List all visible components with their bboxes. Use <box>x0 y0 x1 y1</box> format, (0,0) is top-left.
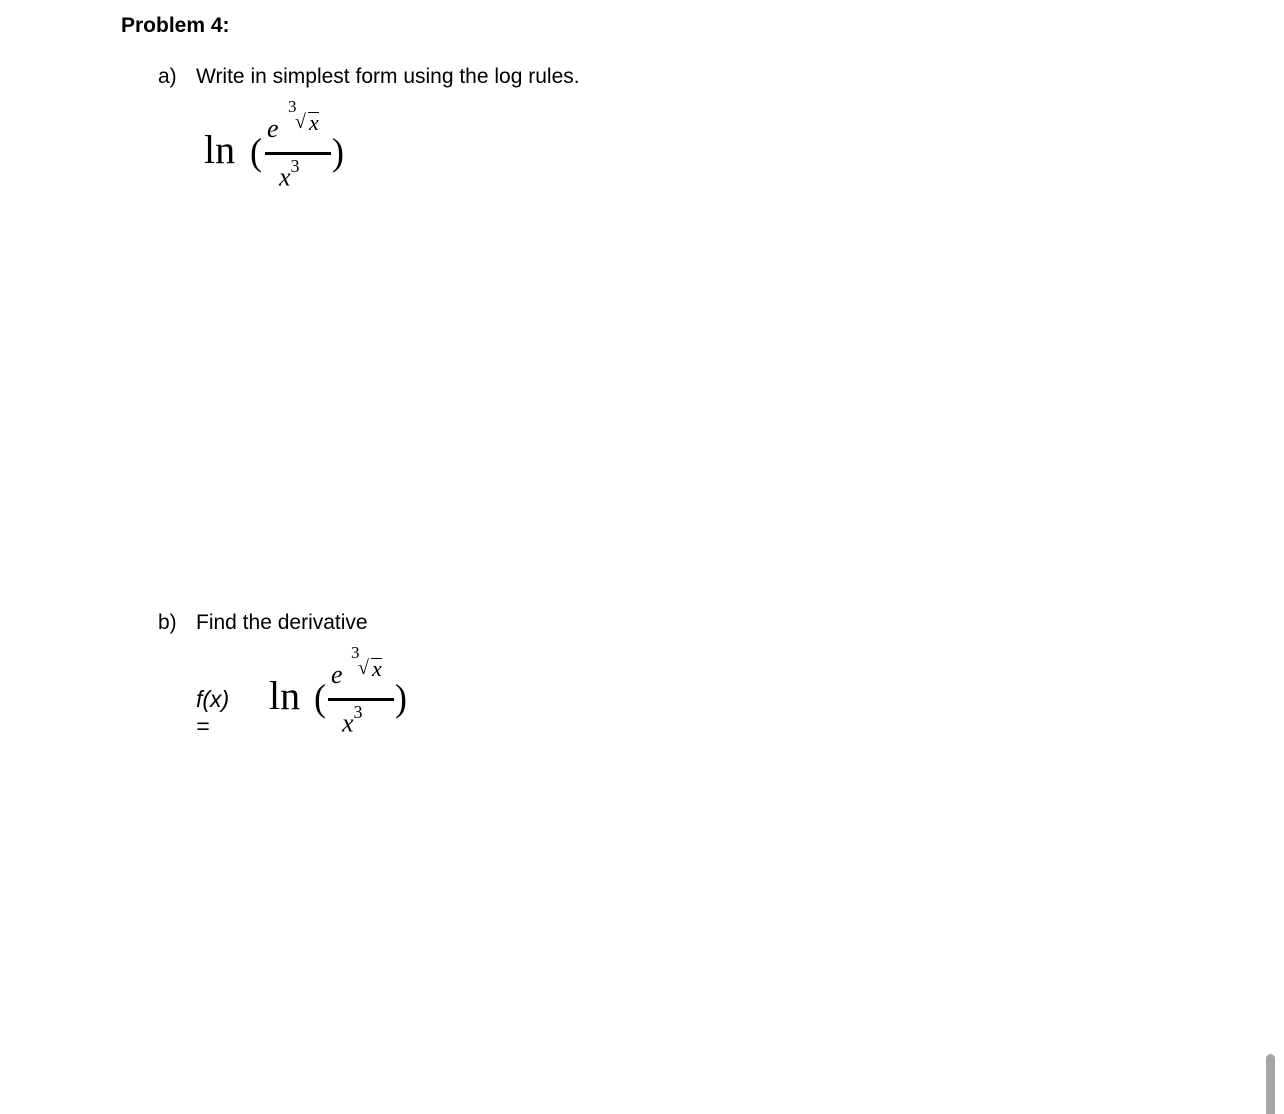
part-a-label: a) <box>158 65 177 88</box>
root-symbol: √ <box>358 657 369 679</box>
root-index: 3 <box>288 97 297 116</box>
vertical-scrollbar-thumb[interactable] <box>1266 1054 1275 1114</box>
radicand-x: x <box>372 656 382 681</box>
part-a-instruction-row <box>158 65 580 89</box>
ln-function: ln <box>269 673 301 718</box>
fraction-bar <box>328 698 394 701</box>
close-paren: ) <box>395 677 407 719</box>
ln-function: ln <box>204 127 236 172</box>
fx-prefix: f(x) = <box>196 686 230 739</box>
radicand-x: x <box>309 110 319 135</box>
part-b-label: b) <box>158 611 177 634</box>
part-b-instruction-row <box>158 611 368 635</box>
part-a-instruction: Write in simplest form using the log rules. <box>196 65 580 88</box>
denominator: $x^3$ <box>279 156 300 192</box>
numerator-base-e: e <box>267 114 279 143</box>
root-index: 3 <box>351 643 360 662</box>
denominator: $x^3$ <box>342 702 363 738</box>
fraction-bar <box>265 152 331 155</box>
open-paren: ( <box>250 131 262 173</box>
numerator-base-e: e <box>331 660 343 689</box>
problem-heading: Problem 4: <box>121 14 230 37</box>
part-b-instruction: Find the derivative <box>196 611 368 634</box>
close-paren: ) <box>332 131 344 173</box>
root-symbol: √ <box>295 111 306 133</box>
open-paren: ( <box>314 677 326 719</box>
